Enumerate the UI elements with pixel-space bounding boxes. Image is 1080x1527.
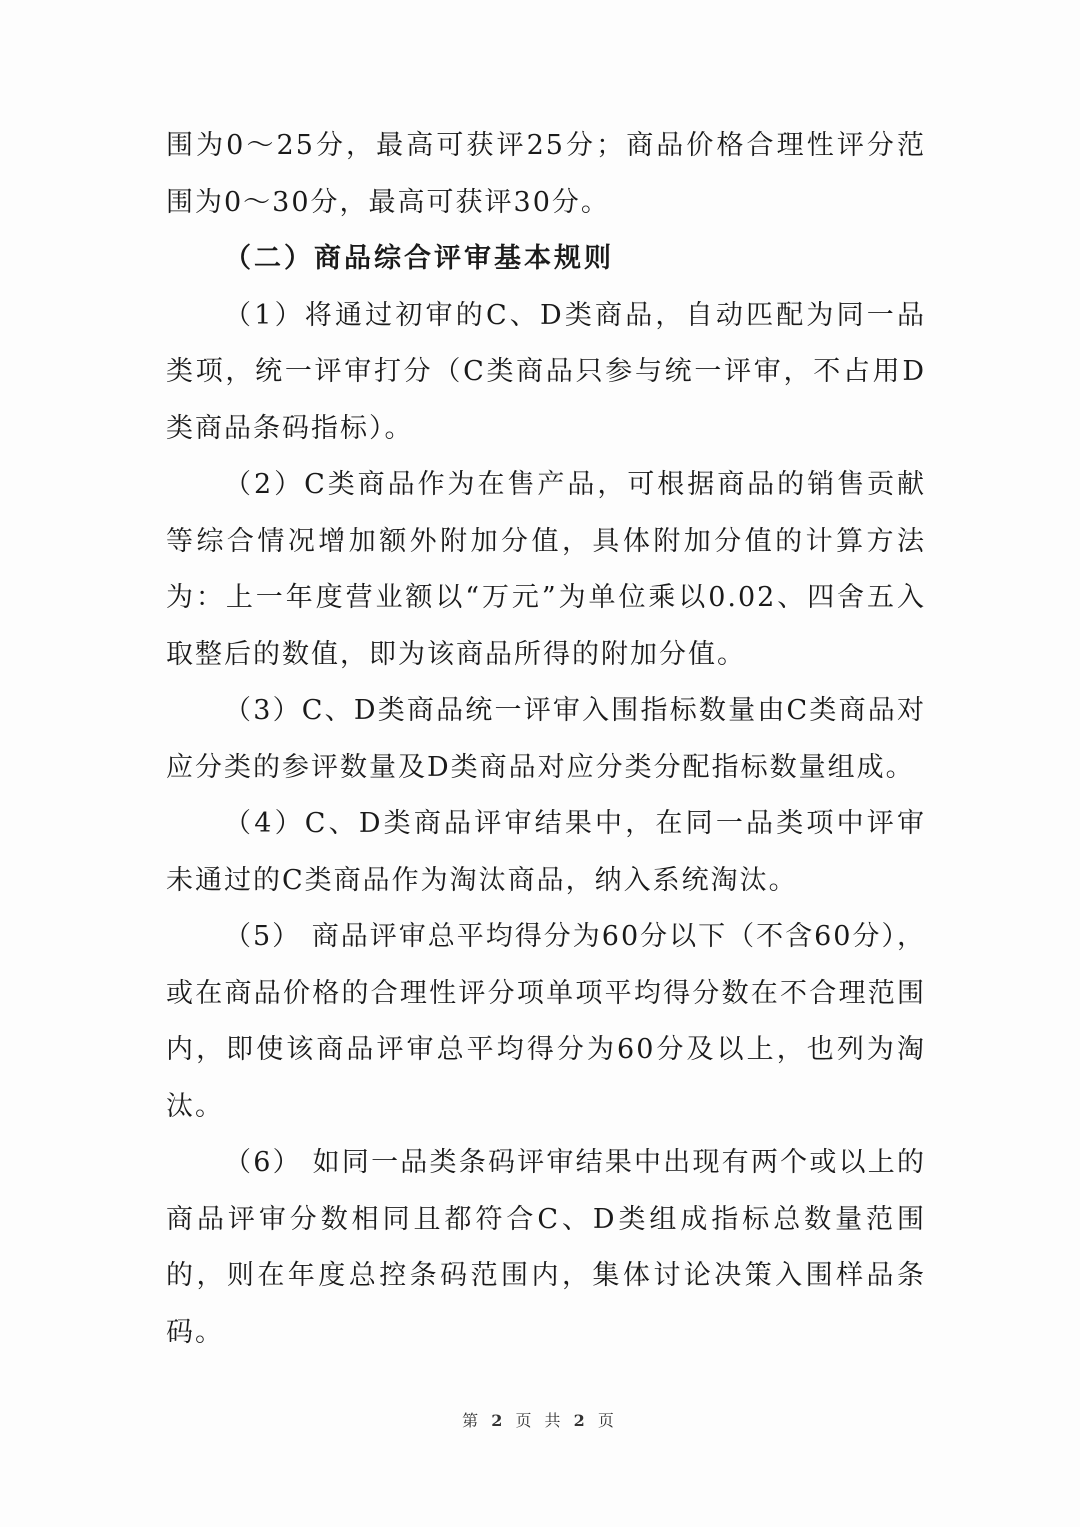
section-heading: （二）商品综合评审基本规则: [224, 243, 614, 274]
rule-2-paragraph: （2）C类商品作为在售产品，可根据商品的销售贡献等综合情况增加额外附加分值，具体附加分值的计算方法为：上一年度营业额以“万元”为单位乘以0.02、四舍五入取整后的数值，即为该商品所得的附加分值。: [166, 469, 926, 670]
footer-total-pages: 2: [573, 1411, 589, 1430]
rule-6-paragraph: （6） 如同一品类条码评审结果中出现有两个或以上的商品评审分数相同且都符合C、D类组成指标总数量范围的，则在年度总控条码范围内，集体讨论决策入围样品条码。: [166, 1147, 926, 1348]
rule-4-paragraph: （4）C、D类商品评审结果中，在同一品类项中评审未通过的C类商品作为淘汰商品，纳入系统淘汰。: [166, 808, 926, 896]
rule-5-paragraph: （5） 商品评审总平均得分为60分以下（不含60分），或在商品价格的合理性评分项单项平均得分数在不合理范围内，即使该商品评审总平均得分为60分及以上，也列为淘汰。: [166, 921, 926, 1122]
footer-prefix: 第: [462, 1411, 483, 1430]
document-body: [166, 118, 926, 1361]
rule-1-paragraph: （1）将通过初审的C、D类商品，自动匹配为同一品类项，统一评审打分（C类商品只参与统一评审，不占用D类商品条码指标）。: [166, 299, 926, 444]
footer-current-page: 2: [491, 1411, 507, 1430]
page-footer: [0, 1408, 1080, 1431]
rule-3-paragraph: （3）C、D类商品统一评审入围指标数量由C类商品对应分类的参评数量及D类商品对应分类分配指标数量组成。: [166, 695, 926, 783]
continuation-paragraph: 围为0～25分，最高可获评25分；商品价格合理性评分范围为0～30分，最高可获评30分。: [166, 130, 926, 218]
footer-suffix: 页: [597, 1411, 618, 1430]
footer-middle: 页 共: [515, 1411, 565, 1430]
